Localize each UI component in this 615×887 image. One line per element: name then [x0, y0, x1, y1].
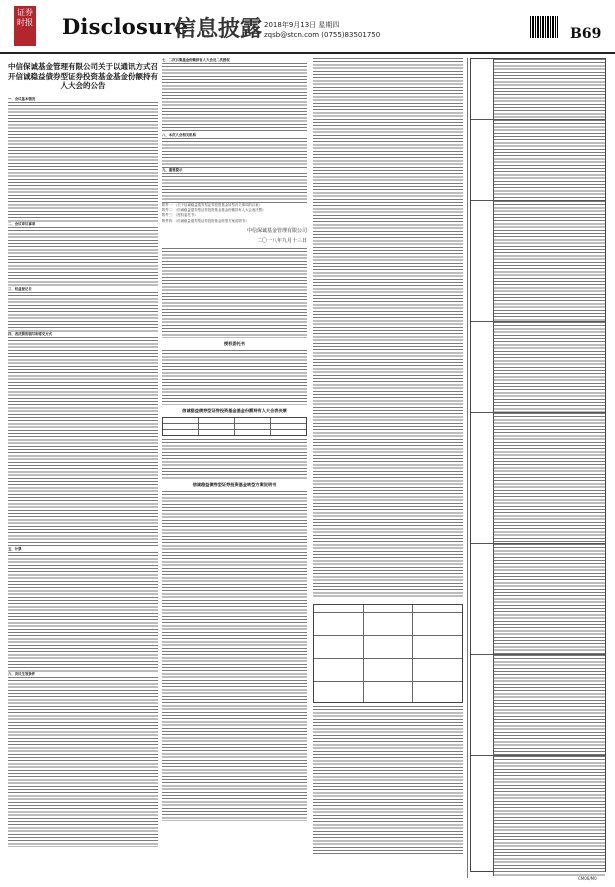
body-text-block — [8, 102, 158, 222]
comparison-table — [313, 604, 463, 703]
column-2 — [162, 58, 307, 878]
footer-code: CM06/M0 — [578, 876, 597, 881]
announcement-title: 中信保诚基金管理有限公司关于以通讯方式召开信诚稳益债券型证券投资基金基金份额持有人大会的公告 — [8, 62, 158, 90]
body-text-block — [162, 63, 307, 133]
section-title-english: Disclosure — [62, 14, 189, 39]
section-heading: 九、重要提示 — [162, 168, 183, 173]
body-text-block — [162, 491, 307, 821]
body-text-block — [162, 248, 307, 338]
section-heading: 二、会议审议事项 — [8, 221, 36, 226]
attachment-line: 附件一：《关于信诚稳益债券型证券投资基金转型有关事项的议案》 — [162, 203, 263, 208]
section-heading: 五、计票 — [8, 546, 22, 551]
newspaper-logo: 证券时报 — [14, 6, 36, 46]
issue-date: 2018年9月13日 星期四 — [264, 21, 340, 29]
signature: 中信保诚基金管理有限公司 — [246, 227, 307, 234]
body-text-block — [313, 58, 463, 598]
section-heading: 四、表决票的填写和寄交方式 — [8, 331, 53, 336]
contact-line: zqsb@stcn.com (0755)83501750 — [264, 31, 381, 39]
section-heading: 六、决议生效条件 — [8, 671, 36, 676]
section-heading: 八、本次大会相关机构 — [162, 133, 196, 138]
column-1 — [8, 58, 158, 878]
body-text-block — [8, 337, 158, 547]
body-text-block — [162, 439, 307, 479]
body-text-block — [8, 292, 158, 332]
body-text-block — [162, 173, 307, 203]
attachment-line: 附件三：《授权委托书》 — [162, 213, 198, 218]
issue-date-box — [264, 20, 380, 40]
sign-date: 二〇一八年九月十三日 — [256, 237, 307, 244]
plan-title: 信诚稳益债券型证券投资基金转型方案说明书 — [192, 481, 277, 487]
barcode-icon — [530, 16, 558, 38]
page-number: B69 — [570, 26, 602, 42]
body-text-block — [313, 706, 463, 856]
body-text-block — [8, 227, 158, 287]
column-3 — [313, 58, 463, 878]
contract-amendment-table — [470, 58, 606, 872]
section-heading: 七、二次召集基金份额持有人大会及二次授权 — [162, 58, 230, 62]
section-heading: 一、会议基本情况 — [8, 96, 36, 101]
body-text-block — [8, 552, 158, 672]
attachment-line: 附件四：《信诚稳益债券型证券投资基金转型方案说明书》 — [162, 218, 249, 223]
masthead — [0, 0, 615, 54]
body-text-block — [162, 138, 307, 168]
section-heading: 三、权益登记日 — [8, 286, 32, 291]
vote-table — [162, 417, 307, 436]
vote-form-title: 信诚稳益债券型证券投资基金基金份额持有人大会表决票 — [182, 407, 287, 413]
body-text-block — [8, 677, 158, 847]
proxy-form-title: 授权委托书 — [224, 340, 245, 346]
section-title-chinese: 信息披露 — [174, 17, 263, 42]
attachment-line: 附件二：《信诚稳益债券型证券投资基金基金份额持有人大会表决票》 — [162, 208, 266, 213]
body-text-block — [162, 350, 307, 405]
column-4-comparison-table — [467, 58, 608, 878]
